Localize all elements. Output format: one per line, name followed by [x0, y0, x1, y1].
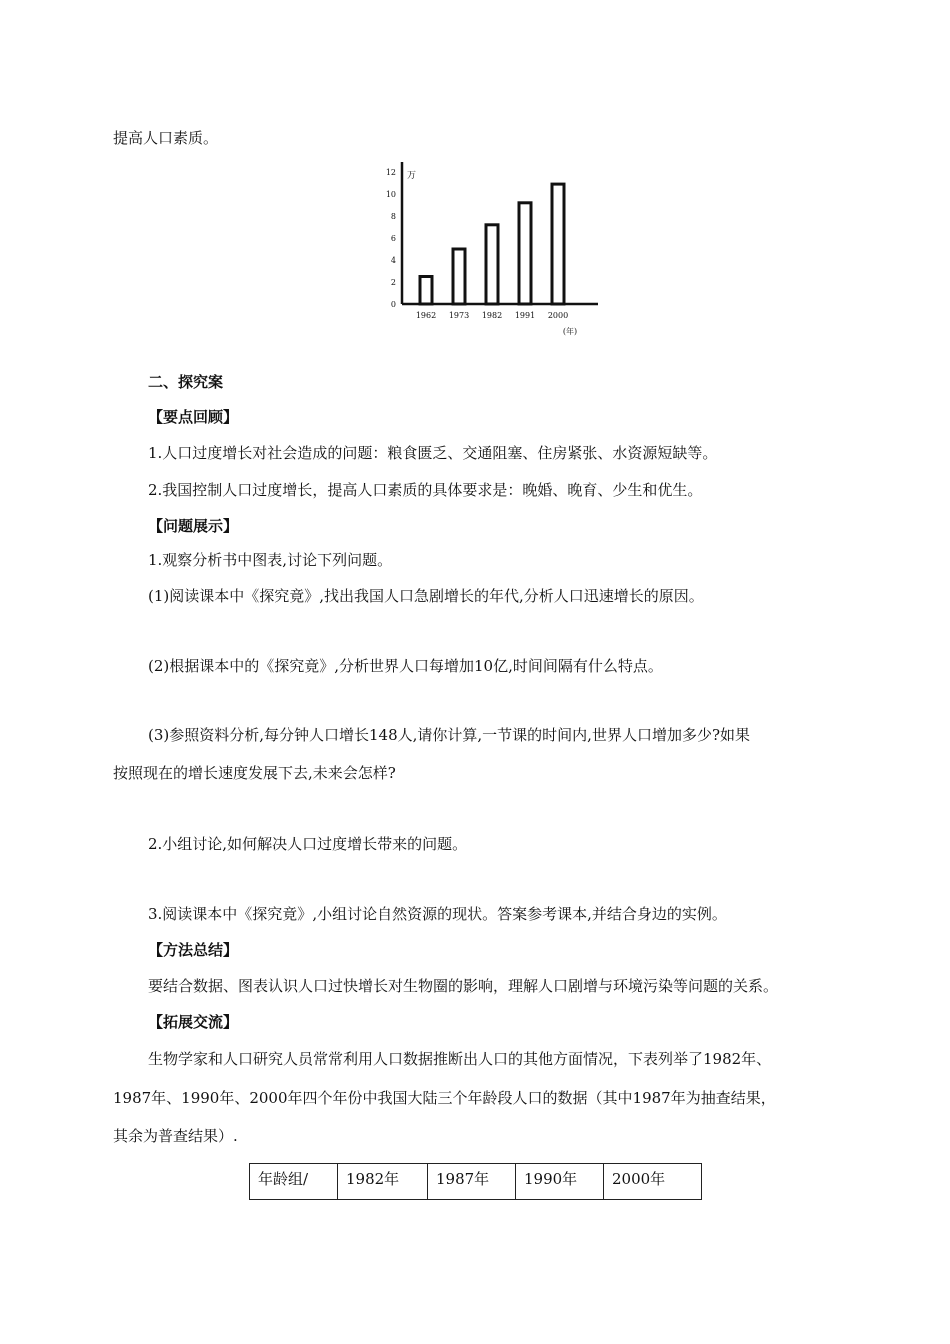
method-text: 要结合数据、图表认识人口过快增长对生物圈的影响，理解人口剧增与环境污染等问题的关系。	[148, 977, 779, 995]
y-tick-label: 4	[390, 256, 396, 265]
table-header-cell: 1990年	[516, 1164, 604, 1200]
y-tick-label: 8	[390, 212, 396, 221]
question-1-3-line1: (3)参照资料分析,每分钟人口增长148人,请你计算,一节课的时间内,世界人口增加多少?如果	[148, 726, 750, 744]
x-tick-label: 1962	[415, 311, 437, 320]
review-heading: 【要点回顾】	[148, 408, 239, 426]
review-item-1: 1.人口过度增长对社会造成的问题：粮食匮乏、交通阻塞、住房紧张、水资源短缺等。	[148, 444, 718, 462]
y-axis-unit: 万	[407, 171, 417, 181]
table-header-cell: 1987年	[428, 1164, 516, 1200]
table-header-cell: 年龄组/	[250, 1164, 338, 1200]
table-header-cell: 1982年	[338, 1164, 428, 1200]
bar	[519, 203, 531, 304]
x-tick-label: 1973	[448, 311, 470, 320]
extension-line-1: 生物学家和人口研究人员常常利用人口数据推断出人口的其他方面情况，下表列举了1982年、	[148, 1050, 772, 1068]
extension-line-3: 其余为普查结果）.	[113, 1127, 238, 1145]
x-tick-label: 2000	[547, 311, 569, 320]
question-1: 1.观察分析书中图表,讨论下列问题。	[148, 551, 393, 569]
bar	[486, 225, 498, 304]
question-1-2: (2)根据课本中的《探究竟》,分析世界人口每增加10亿,时间间隔有什么特点。	[148, 657, 663, 675]
y-tick-label: 0	[390, 300, 396, 309]
question-3: 3.阅读课本中《探究竟》,小组讨论自然资源的现状。答案参考课本,并结合身边的实例。	[148, 905, 727, 923]
extension-heading: 【拓展交流】	[148, 1013, 239, 1031]
x-tick-label: 1991	[514, 311, 536, 320]
table-header-cell: 2000年	[604, 1164, 702, 1200]
question-1-3-line2: 按照现在的增长速度发展下去,未来会怎样?	[113, 764, 396, 782]
question-1-1: (1)阅读课本中《探究竟》,找出我国人口急剧增长的年代,分析人口迅速增长的原因。	[148, 587, 704, 605]
review-item-2: 2.我国控制人口过度增长，提高人口素质的具体要求是：晚婚、晚育、少生和优生。	[148, 481, 703, 499]
table-header-row	[250, 1164, 702, 1200]
intro-line: 提高人口素质。	[113, 129, 219, 147]
section-title: 二、探究案	[148, 373, 224, 391]
population-bar-chart	[370, 160, 610, 342]
x-tick-label: 1982	[481, 311, 503, 320]
problems-heading: 【问题展示】	[148, 517, 239, 535]
y-tick-label: 6	[390, 234, 396, 243]
bar	[453, 249, 465, 304]
y-tick-label: 12	[385, 168, 396, 177]
method-heading: 【方法总结】	[148, 941, 239, 959]
age-group-table	[249, 1163, 702, 1200]
bar	[552, 184, 564, 304]
y-tick-label: 10	[385, 190, 396, 199]
question-2: 2.小组讨论,如何解决人口过度增长带来的问题。	[148, 835, 468, 853]
y-tick-label: 2	[390, 278, 396, 287]
x-axis-unit: (年)	[562, 327, 578, 336]
bar	[420, 277, 432, 305]
extension-line-2: 1987年、1990年、2000年四个年份中我国大陆三个年龄段人口的数据（其中1987年为抽查结果，	[113, 1089, 776, 1107]
